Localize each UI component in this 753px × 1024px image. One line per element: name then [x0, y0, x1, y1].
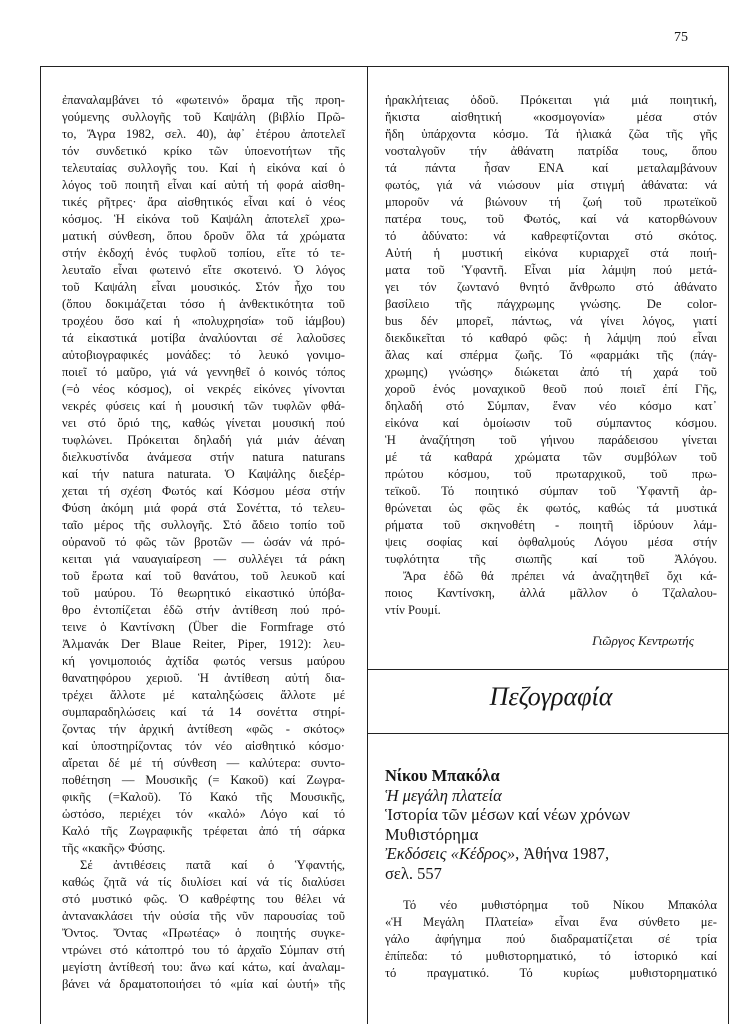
text-line: ντίν Ρουμί.	[385, 603, 441, 617]
text-line: καθώς ζητᾶ νά τίς διυλίσει καί νά τίς διαλύσει	[62, 875, 345, 889]
text-line: συμπαραδηλώσεις καί τά 14 σονέττα στηρί-	[62, 705, 345, 719]
text-line: Ἄρα ἐδῶ θά πρέπει νά ἀναζητηθεῖ ὄχι κά-	[403, 569, 717, 583]
text-line: γούμενης συλλογῆς τοῦ Καψάλη (βιβλίο Πρῶ-	[62, 110, 345, 124]
text-line: διελκυστίνδα ἀνάμεσα στήν natura naturans	[62, 450, 345, 464]
text-line: θανατηφόρου χεριοῦ. Ἡ ἀντίθεση αὐτή δια-	[62, 671, 345, 685]
text-line: νει στό ὅριό της, καθώς γίνεται μουσική πού	[62, 416, 345, 430]
text-line: κή γονιμοποιός ἀχτίδα φωτός versus μαύρου	[62, 654, 345, 668]
text-line: θρώνεται ὡς φῶς ἐκ φωτός, καθώς τά μυστικά	[385, 501, 717, 515]
text-line: Φύση ἀκόμη μιά φορά στά Σονέττα, τό τελευ-	[62, 501, 345, 515]
book-genre: Μυθιστόρημα	[385, 824, 479, 844]
text-line: χρωμης) γνώσης» διώκεται ἀπό τή χαρά τοῦ	[385, 365, 717, 379]
text-line: Ὄντος. Ὄντας «Πρωτέας» ὁ ποιητής συγκε-	[62, 926, 345, 940]
text-line: πατέρα τους, τοῦ Φωτός, καί νά κατορθώνουν	[385, 212, 717, 226]
text-line: ἅλας καί σπέρμα ζωῆς. Τό «φαρμάκι τῆς (πάγ-	[385, 348, 717, 362]
text-line: τοῦ ἔρωτα καί τοῦ θανάτου, τοῦ λευκοῦ καί	[62, 569, 345, 583]
text-line: ζοντας τήν ἀρχική ἀντίθεση «φῶς - σκότος»	[62, 722, 345, 736]
text-line: ἤδη ὑπάρχοντα κόσμο. Τά ἡλιακά ζῶα τῆς γῆς	[385, 127, 717, 141]
text-line: τελευταίας συλλογῆς του. Καί ἡ εἰκόνα καί ὁ	[62, 161, 345, 175]
text-line: αἴρεται δέ μέ τή σύνθεση — καλύτερα: συντο-	[62, 756, 345, 770]
text-line: τό ἀδύνατο: νά καθρεφτίζονται στό σκότος.	[385, 229, 717, 243]
text-line: ψεις σοφίας καί ὀφθαλμούς Λόγου μέσα στήν	[385, 535, 717, 549]
text-line: λόγος τοῦ ποιητῆ εἶναι καί αὐτή τή φορά αἰσθη-	[62, 178, 345, 192]
text-line: τυφλότητα τῆς σιωπῆς καί τοῦ Ἀλόγου.	[385, 552, 717, 566]
text-line: τεϊκοῦ. Τό ποιητικό σύμπαν τοῦ Ὑφαντῆ ἀρ-	[385, 484, 717, 498]
text-line: ἥκιστα αἰσθητική «κοσμογονία» μέσα στόν	[385, 110, 717, 124]
page-number: 75	[674, 30, 688, 45]
frame-top-rule	[40, 66, 728, 67]
text-line: τοῦ Καψάλη εἶναι μουσικός. Στόν ἦχο του	[62, 280, 345, 294]
text-line: Ἀλμανάκ Der Blaue Reiter, Piper, 1912): λευ-	[62, 637, 345, 651]
text-line: (=ὁ νέος κόσμος), οἱ νεκρές εἰκόνες γίνονται	[62, 382, 345, 396]
text-line: στήν ἐκδοχή ἑνός τυφλοῦ τοπίου, εἴτε τό τε-	[62, 246, 345, 260]
book-author: Νίκου Μπακόλα	[385, 766, 500, 785]
column-divider	[367, 66, 368, 1024]
text-line: ἐπαναλαμβάνει τό «φωτεινό» ὅραμα τῆς προη-	[62, 93, 345, 107]
book-publication	[385, 844, 717, 864]
text-line: ντρώνει στό κάτοπτρό του τό ἀρχαῖο Σύμπαν στή	[62, 943, 345, 957]
text-line: (ὅπου δοκιμάζεται τόσο ἡ ἀνθεκτικότητα τοῦ	[62, 297, 345, 311]
text-line: τεινε ὁ Καντίνσκη (Über die Formfrage στό	[62, 620, 345, 634]
text-line: χεται τή σχέση Φωτός καί Κόσμου μέσα στήν	[62, 484, 345, 498]
book-subtitle: Ἱστορία τῶν μέσων καί νέων χρόνων	[385, 805, 630, 824]
text-line: «Ἡ Μεγάλη Πλατεία» εἶναι ἕνα σύνθετο με-	[385, 915, 717, 929]
text-line: διεκδικεῖται τό καθαρό φῶς: ἡ λάμψη πού εἶναι	[385, 331, 717, 345]
text-line: ποιος Καντίνσκη, ἀλλά μᾶλλον ὁ Τζαλαλου-	[385, 586, 717, 600]
text-line: χοροῦ ἑνός μοναχικοῦ θεοῦ πού ποιεῖ ἐπί Γῆς,	[385, 382, 717, 396]
right-column-text	[385, 92, 717, 619]
text-line: βασίλειο τῆς πάγχρωμης γνώσης. De color-	[385, 297, 717, 311]
text-line: Τό νέο μυθιστόρημα τοῦ Νίκου Μπακόλα	[403, 898, 717, 912]
text-line: ἀντανακλάσει τήν οὐσία τῆς νῦν παρουσίας τοῦ	[62, 909, 345, 923]
book-place-year: , Ἀθήνα 1987,	[515, 844, 610, 863]
text-line: τά πάντα ἦσαν ΕΝΑ καί μεταλαμβάνουν	[385, 161, 717, 175]
text-line: φωτός, γιά νά νιώσουν μία στιγμή ἀθάνατα: νά	[385, 178, 717, 192]
text-line: οὐρανοῦ τό φῶς τῶν βροτῶν — ὡσάν νά πρό-	[62, 535, 345, 549]
text-line: θρο ἐντοπίζεται ἐδῶ στήν ἀντίθεση πού πρό-	[62, 603, 345, 617]
text-line: ποθέτηση — Μουσικῆς (= Κακοῦ) καί Ζωγρα-	[62, 773, 345, 787]
text-line: μποροῦν νά βιώνουν τή ζωή τοῦ πρωτεϊκοῦ	[385, 195, 717, 209]
text-line: νοσταλγοῦν τήν ἀθάνατη πατρίδα τους, ὅπου	[385, 144, 717, 158]
text-line: γάλο ἀφήγημα πού διαδραματίζεται σέ τρία	[385, 932, 717, 946]
frame-right-rule	[728, 66, 729, 1024]
book-title: Ἡ μεγάλη πλατεία	[385, 785, 502, 805]
text-line: καί ὑποστηρίζοντας τόν νέο αἰσθητικό κόσμο·	[62, 739, 345, 753]
text-line: δηλαδή στό Σύμπαν, ἕναν νέο κόσμο κατ᾽	[385, 399, 717, 413]
text-line: αὐτοβιογραφικές μονάδες: τό λευκό γονιμο-	[62, 348, 345, 362]
text-line: νεκρές φύσεις καί ἡ μουσική τῶν τυφλῶν φθά-	[62, 399, 345, 413]
text-line: Αὐτή ἡ μυστική εἰκόνα κυριαρχεῖ στά ποιή-	[385, 246, 717, 260]
section-title: Πεζογραφία	[489, 682, 613, 711]
text-line: μεγίστη ἀντίθεσή του: ἄνω καί κάτω, καί ἀναλαμ-	[62, 960, 345, 974]
frame-left-rule	[40, 66, 41, 1024]
text-line: κόσμος. Ἡ εἰκόνα τοῦ Καψάλη ἀποτελεῖ χρω-	[62, 212, 345, 226]
text-line: κειται γιά ναυαγιαίρεση — συλλέγει τά ράκη	[62, 552, 345, 566]
book-publisher: Ἐκδόσεις «Κέδρος»	[385, 844, 516, 863]
text-line: πρώτου κόσμου, τοῦ πρωταρχικοῦ, τοῦ πρω-	[385, 467, 717, 481]
text-line: στό μυστικό φῶς. Ὁ καθρέφτης του θέλει νά	[62, 892, 345, 906]
review-text	[385, 897, 717, 982]
text-line: τρέχει ἄλλοτε μέ καταληξώσεις ἄλλοτε μέ	[62, 688, 345, 702]
section-rule-bottom	[367, 733, 728, 734]
text-line: γει τόν ζωντανό θνητό ἄνθρωπο στό ἀθάνατο	[385, 280, 717, 294]
text-line: Καλό τῆς Ζωγραφικῆς τρέφεται ἀπό τή σάρκα	[62, 824, 345, 838]
text-line: bus δέν μπορεῖ, πάντως, νά γίνει λόγος, γιατί	[385, 314, 717, 328]
text-line: ματα τοῦ Ὑφαντῆ. Εἶναι μία λάμψη πού μετά-	[385, 263, 717, 277]
text-line: λευταῖο εἶναι φωτεινό εἴτε σκοτεινό. Ὁ λόγος	[62, 263, 345, 277]
book-info	[385, 766, 717, 883]
left-column-text	[62, 92, 345, 993]
text-line: τροχέου ὅσο καί ἡ «πολυχρησία» τοῦ ἰάμβου)	[62, 314, 345, 328]
text-line: μέ τά καθαρά χρώματα τῶν συμβόλων τοῦ	[385, 450, 717, 464]
section-rule-top	[367, 669, 728, 670]
text-line: ματική σύνθεση, ὅπου δροῦν ὅλα τά χρώματα	[62, 229, 345, 243]
text-line: τικές ρῆτρες· ἄρα αἰσθητικός εἶναι καί ὁ νέος	[62, 195, 345, 209]
text-line: ρήματα τοῦ σκηνοθέτη - ποιητῆ ἱδρύουν λάμ-	[385, 518, 717, 532]
text-line: τυφλώνει. Πρόκειται δηλαδή γιά μιάν ἀέναη	[62, 433, 345, 447]
text-line: ἐπίπεδα: τό μυθιστορηματικό, τό ἱστορικό καί	[385, 949, 717, 963]
reviewer-signature: Γιῶργος Κεντρωτής	[592, 633, 694, 648]
text-line: εἰκόνα καί ὁμοίωσιν τοῦ σύμπαντος κόσμου.	[385, 416, 717, 430]
text-line: τά εἰκαστικά μοτίβα ἀναλύονται σέ λαλοῦσες	[62, 331, 345, 345]
text-line: Ἡ ἀναζήτηση τοῦ γήινου παράδεισου γίνεται	[385, 433, 717, 447]
text-line: το, Ἄγρα 1982, σελ. 40), ἀφ᾽ ἑτέρου ἀποτελεῖ	[62, 127, 345, 141]
text-line: τῆς «κακῆς» Φύσης.	[62, 841, 166, 855]
text-line: τόν συνδετικό κρίκο τῶν ὑποενοτήτων τῆς	[62, 144, 345, 158]
text-line: τό πραγματικό. Τό κυρίως μυθιστορηματικό	[385, 966, 717, 980]
text-line: ὡστόσο, περιέχει τόν «καλό» Λόγο καί τό	[62, 807, 345, 821]
book-pages: σελ. 557	[385, 863, 442, 883]
text-line: βάνει νά δραματοποιήσει τό «μία καί ὡυτή» τῆς	[62, 977, 345, 991]
text-line: Σέ ἀντιθέσεις πατᾶ καί ὁ Ὑφαντής,	[80, 858, 345, 872]
text-line: τοῦ μαύρου. Τό θεωρητικό εἰκαστικό ὑπόβα-	[62, 586, 345, 600]
text-line: ποιεῖ τό μαῦρο, γιά νά γεννηθεῖ ὁ κοινός τόπος	[62, 365, 345, 379]
text-line: φικῆς (=Καλοῦ). Τό Κακό τῆς Μουσικῆς,	[62, 790, 345, 804]
text-line: ταῖο μέρος τῆς συλλογῆς. Στό ἄδειο τοπίο τοῦ	[62, 518, 345, 532]
text-line: καί τήν natura naturata. Ὁ Καψάλης διεξέρ-	[62, 467, 345, 481]
text-line: ἡρακλήτειας ὁδοῦ. Πρόκειται γιά μιά ποιητική,	[385, 93, 717, 107]
